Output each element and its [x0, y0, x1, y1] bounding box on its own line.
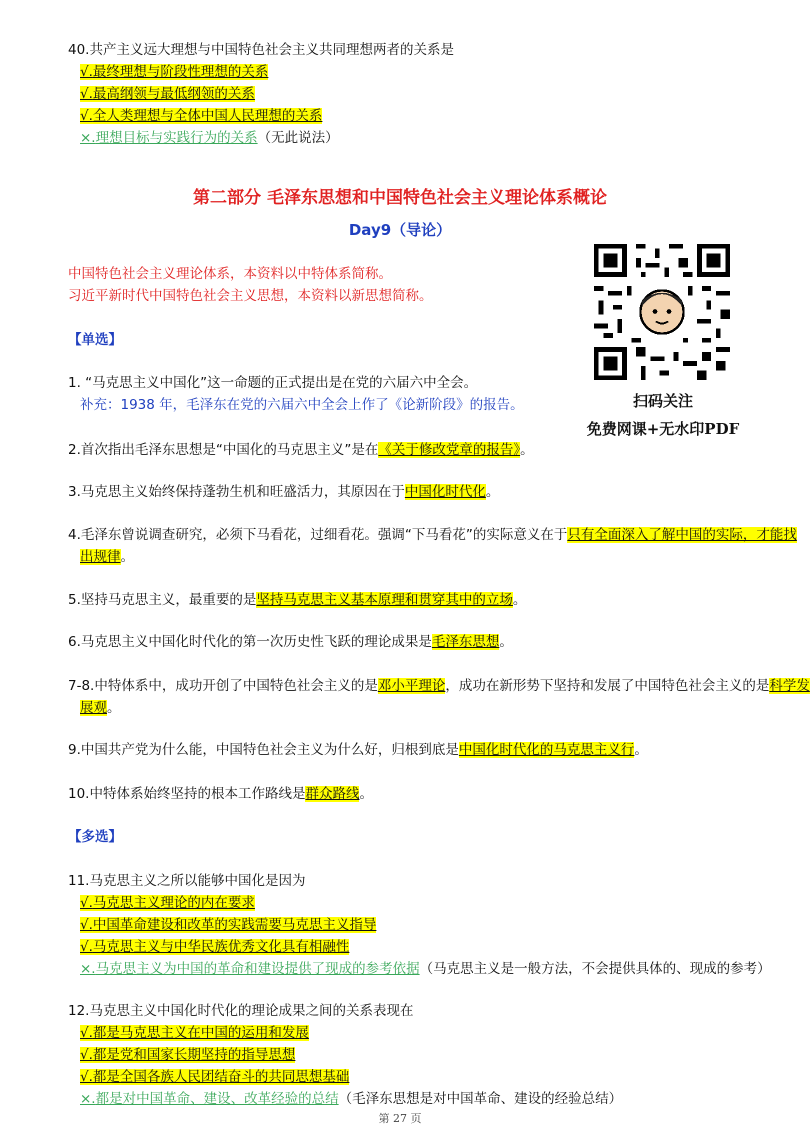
q40-stem: 40.共产主义远大理想与中国特色社会主义共同理想两者的关系是 [68, 42, 454, 58]
day-title: Day9（导论） [348, 221, 452, 239]
q40-option-4: ×.理想目标与实践行为的关系（无此说法） [80, 130, 339, 146]
q1-supplement: 补充：1938 年，毛泽东在党的六届六中全会上作了《论新阶段》的报告。 [80, 397, 524, 413]
q40-option-1: √.最终理想与阶段性理想的关系 [80, 64, 269, 80]
part-title: 第二部分 毛泽东思想和中国特色社会主义理论体系概论 [193, 188, 607, 208]
q10: 10.中特体系始终坚持的根本工作路线是群众路线。 [68, 786, 373, 802]
q5: 5.坚持马克思主义，最重要的是坚持马克思主义基本原理和贯穿其中的立场。 [68, 592, 527, 608]
q12-option-1: √.都是马克思主义在中国的运用和发展 [80, 1025, 309, 1041]
q3: 3.马克思主义始终保持蓬勃生机和旺盛活力，其原因在于中国化时代化。 [68, 484, 500, 500]
q4-cont: 出规律。 [80, 549, 134, 565]
q2: 2.首次指出毛泽东思想是“中国化的马克思主义”是在《关于修改党章的报告》。 [68, 442, 534, 458]
intro-line-2: 习近平新时代中国特色社会主义思想，本资料以新思想简称。 [68, 288, 433, 304]
q7-8-cont: 展观。 [80, 700, 121, 716]
qr-code [594, 244, 730, 380]
q11-stem: 11.马克思主义之所以能够中国化是因为 [68, 873, 306, 889]
section-multi: 【多选】 [68, 829, 122, 845]
q6: 6.马克思主义中国化时代化的第一次历史性飞跃的理论成果是毛泽东思想。 [68, 634, 513, 650]
qr-caption-free: 免费网课+无水印PDF [586, 420, 740, 438]
q9: 9.中国共产党为什么能，中国特色社会主义为什么好，归根到底是中国化时代化的马克思主义行。 [68, 742, 648, 758]
q1-stem: 1. “马克思主义中国化”这一命题的正式提出是在党的六届六中全会。 [68, 375, 478, 391]
q11-option-1: √.马克思主义理论的内在要求 [80, 895, 255, 911]
q11-option-3: √.马克思主义与中华民族优秀文化具有相融性 [80, 939, 350, 955]
section-single: 【单选】 [68, 332, 122, 348]
q12-option-2: √.都是党和国家长期坚持的指导思想 [80, 1047, 296, 1063]
q11-option-4: ×.马克思主义为中国的革命和建设提供了现成的参考依据（马克思主义是一般方法，不会提供具体的、现成的参考） [80, 961, 771, 977]
q11-option-2: √.中国革命建设和改革的实践需要马克思主义指导 [80, 917, 377, 933]
q12-option-4: ×.都是对中国革命、建设、改革经验的总结（毛泽东思想是对中国革命、建设的经验总结） [80, 1091, 623, 1107]
q12-option-3: √.都是全国各族人民团结奋斗的共同思想基础 [80, 1069, 350, 1085]
q40-option-2: √.最高纲领与最低纲领的关系 [80, 86, 255, 102]
q40-option-3: √.全人类理想与全体中国人民理想的关系 [80, 108, 323, 124]
q4: 4.毛泽东曾说调查研究，必须下马看花，过细看花。强调“下马看花”的实际意义在于只有全面深入了解中国的实际，才能找 [68, 527, 797, 543]
intro-line-1: 中国特色社会主义理论体系，本资料以中特体系简称。 [68, 266, 392, 282]
q12-stem: 12.马克思主义中国化时代化的理论成果之间的关系表现在 [68, 1003, 414, 1019]
page-number: 第 27 页 [378, 1112, 422, 1125]
qr-caption-scan: 扫码关注 [632, 392, 693, 410]
q7-8: 7-8.中特体系中，成功开创了中国特色社会主义的是邓小平理论，成功在新形势下坚持和发展了中国特色社会主义的是科学发 [68, 678, 810, 694]
